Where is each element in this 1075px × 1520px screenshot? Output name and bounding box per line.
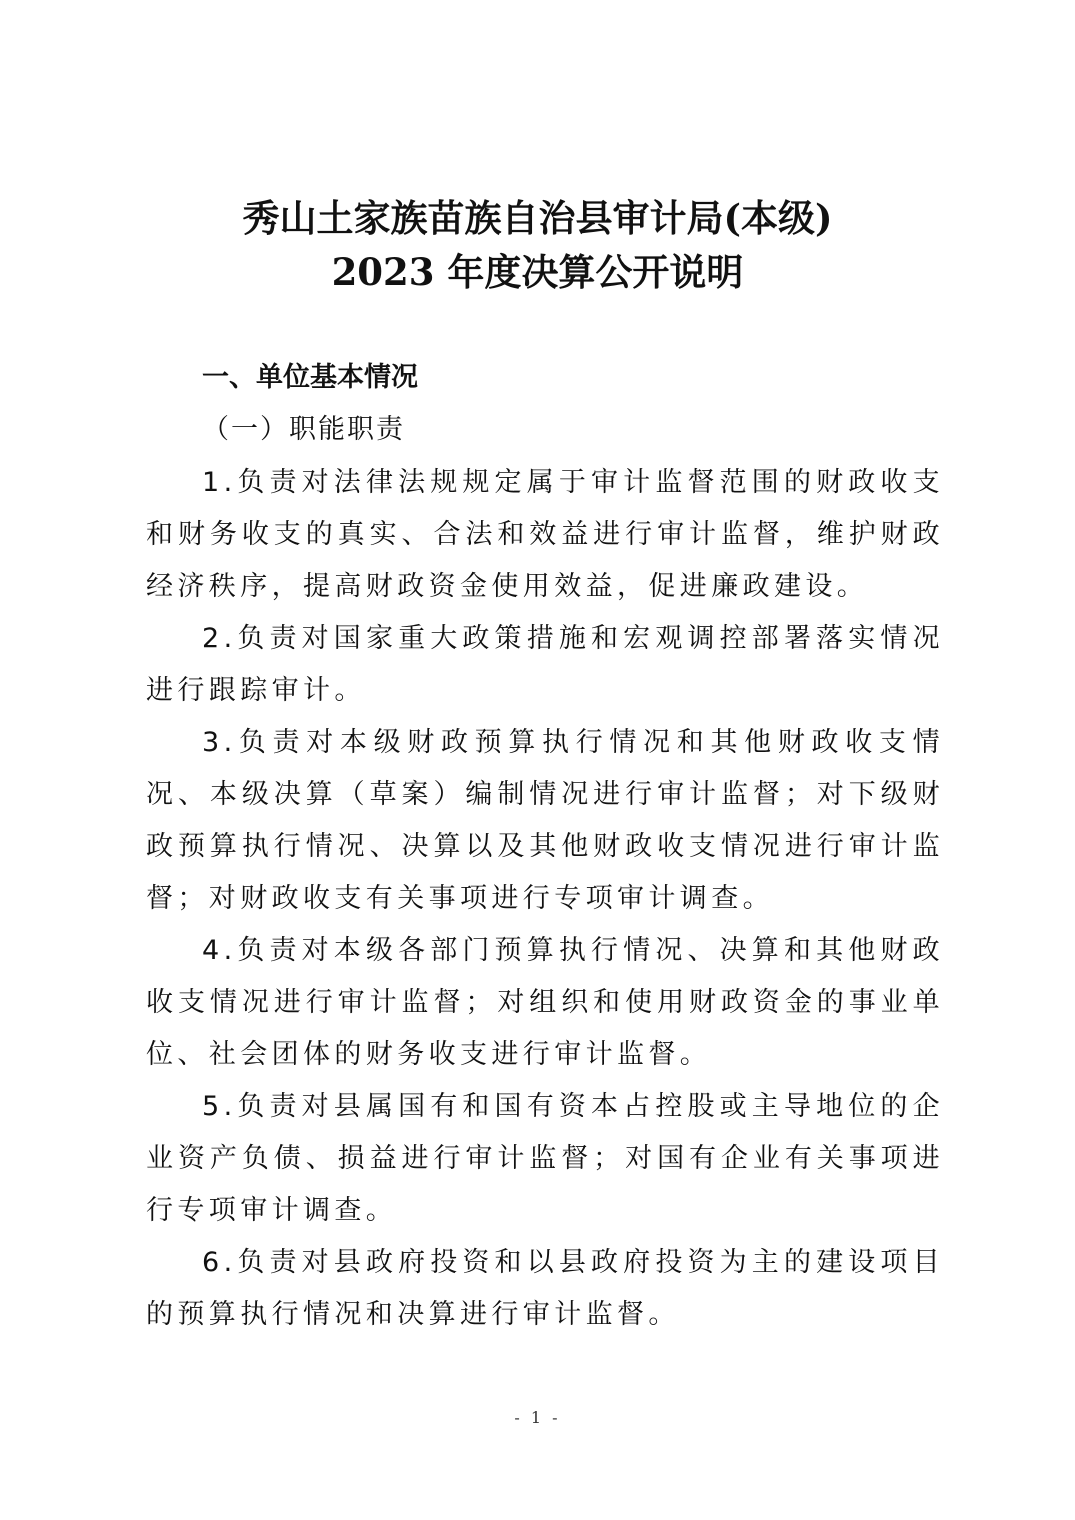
paragraph-duty-4: 4.负责对本级各部门预算执行情况、决算和其他财政收支情况进行审计监督；对组织和使用财政资金的事业单位、社会团体的财务收支进行审计监督。 <box>146 935 944 1070</box>
paragraph-duty-1: 1.负责对法律法规规定属于审计监督范围的财政收支和财务收支的真实、合法和效益进行审计监督，维护财政经济秩序，提高财政资金使用效益，促进廉政建设。 <box>146 467 944 602</box>
page-number: - 1 - <box>514 1408 561 1427</box>
paragraph-duty-3: 3.负责对本级财政预算执行情况和其他财政收支情况、本级决算（草案）编制情况进行审计监督；对下级财政预算执行情况、决算以及其他财政收支情况进行审计监督；对财政收支有关事项进行专项审计调查。 <box>146 727 944 914</box>
subsection-heading-functions: （一）职能职责 <box>202 414 405 445</box>
paragraph-duty-5: 5.负责对县属国有和国有资本占控股或主导地位的企业资产负债、损益进行审计监督；对国有企业有关事项进行专项审计调查。 <box>146 1091 944 1226</box>
paragraph-duty-6: 6.负责对县政府投资和以县政府投资为主的建设项目的预算执行情况和决算进行审计监督。 <box>146 1247 944 1330</box>
section-heading-basic-info: 一、单位基本情况 <box>202 362 418 393</box>
document-title-line-1: 秀山土家族苗族自治县审计局(本级) <box>242 196 833 240</box>
paragraph-duty-2: 2.负责对国家重大政策措施和宏观调控部署落实情况进行跟踪审计。 <box>146 623 944 706</box>
document-title-line-2: 2023 年度决算公开说明 <box>331 250 744 294</box>
